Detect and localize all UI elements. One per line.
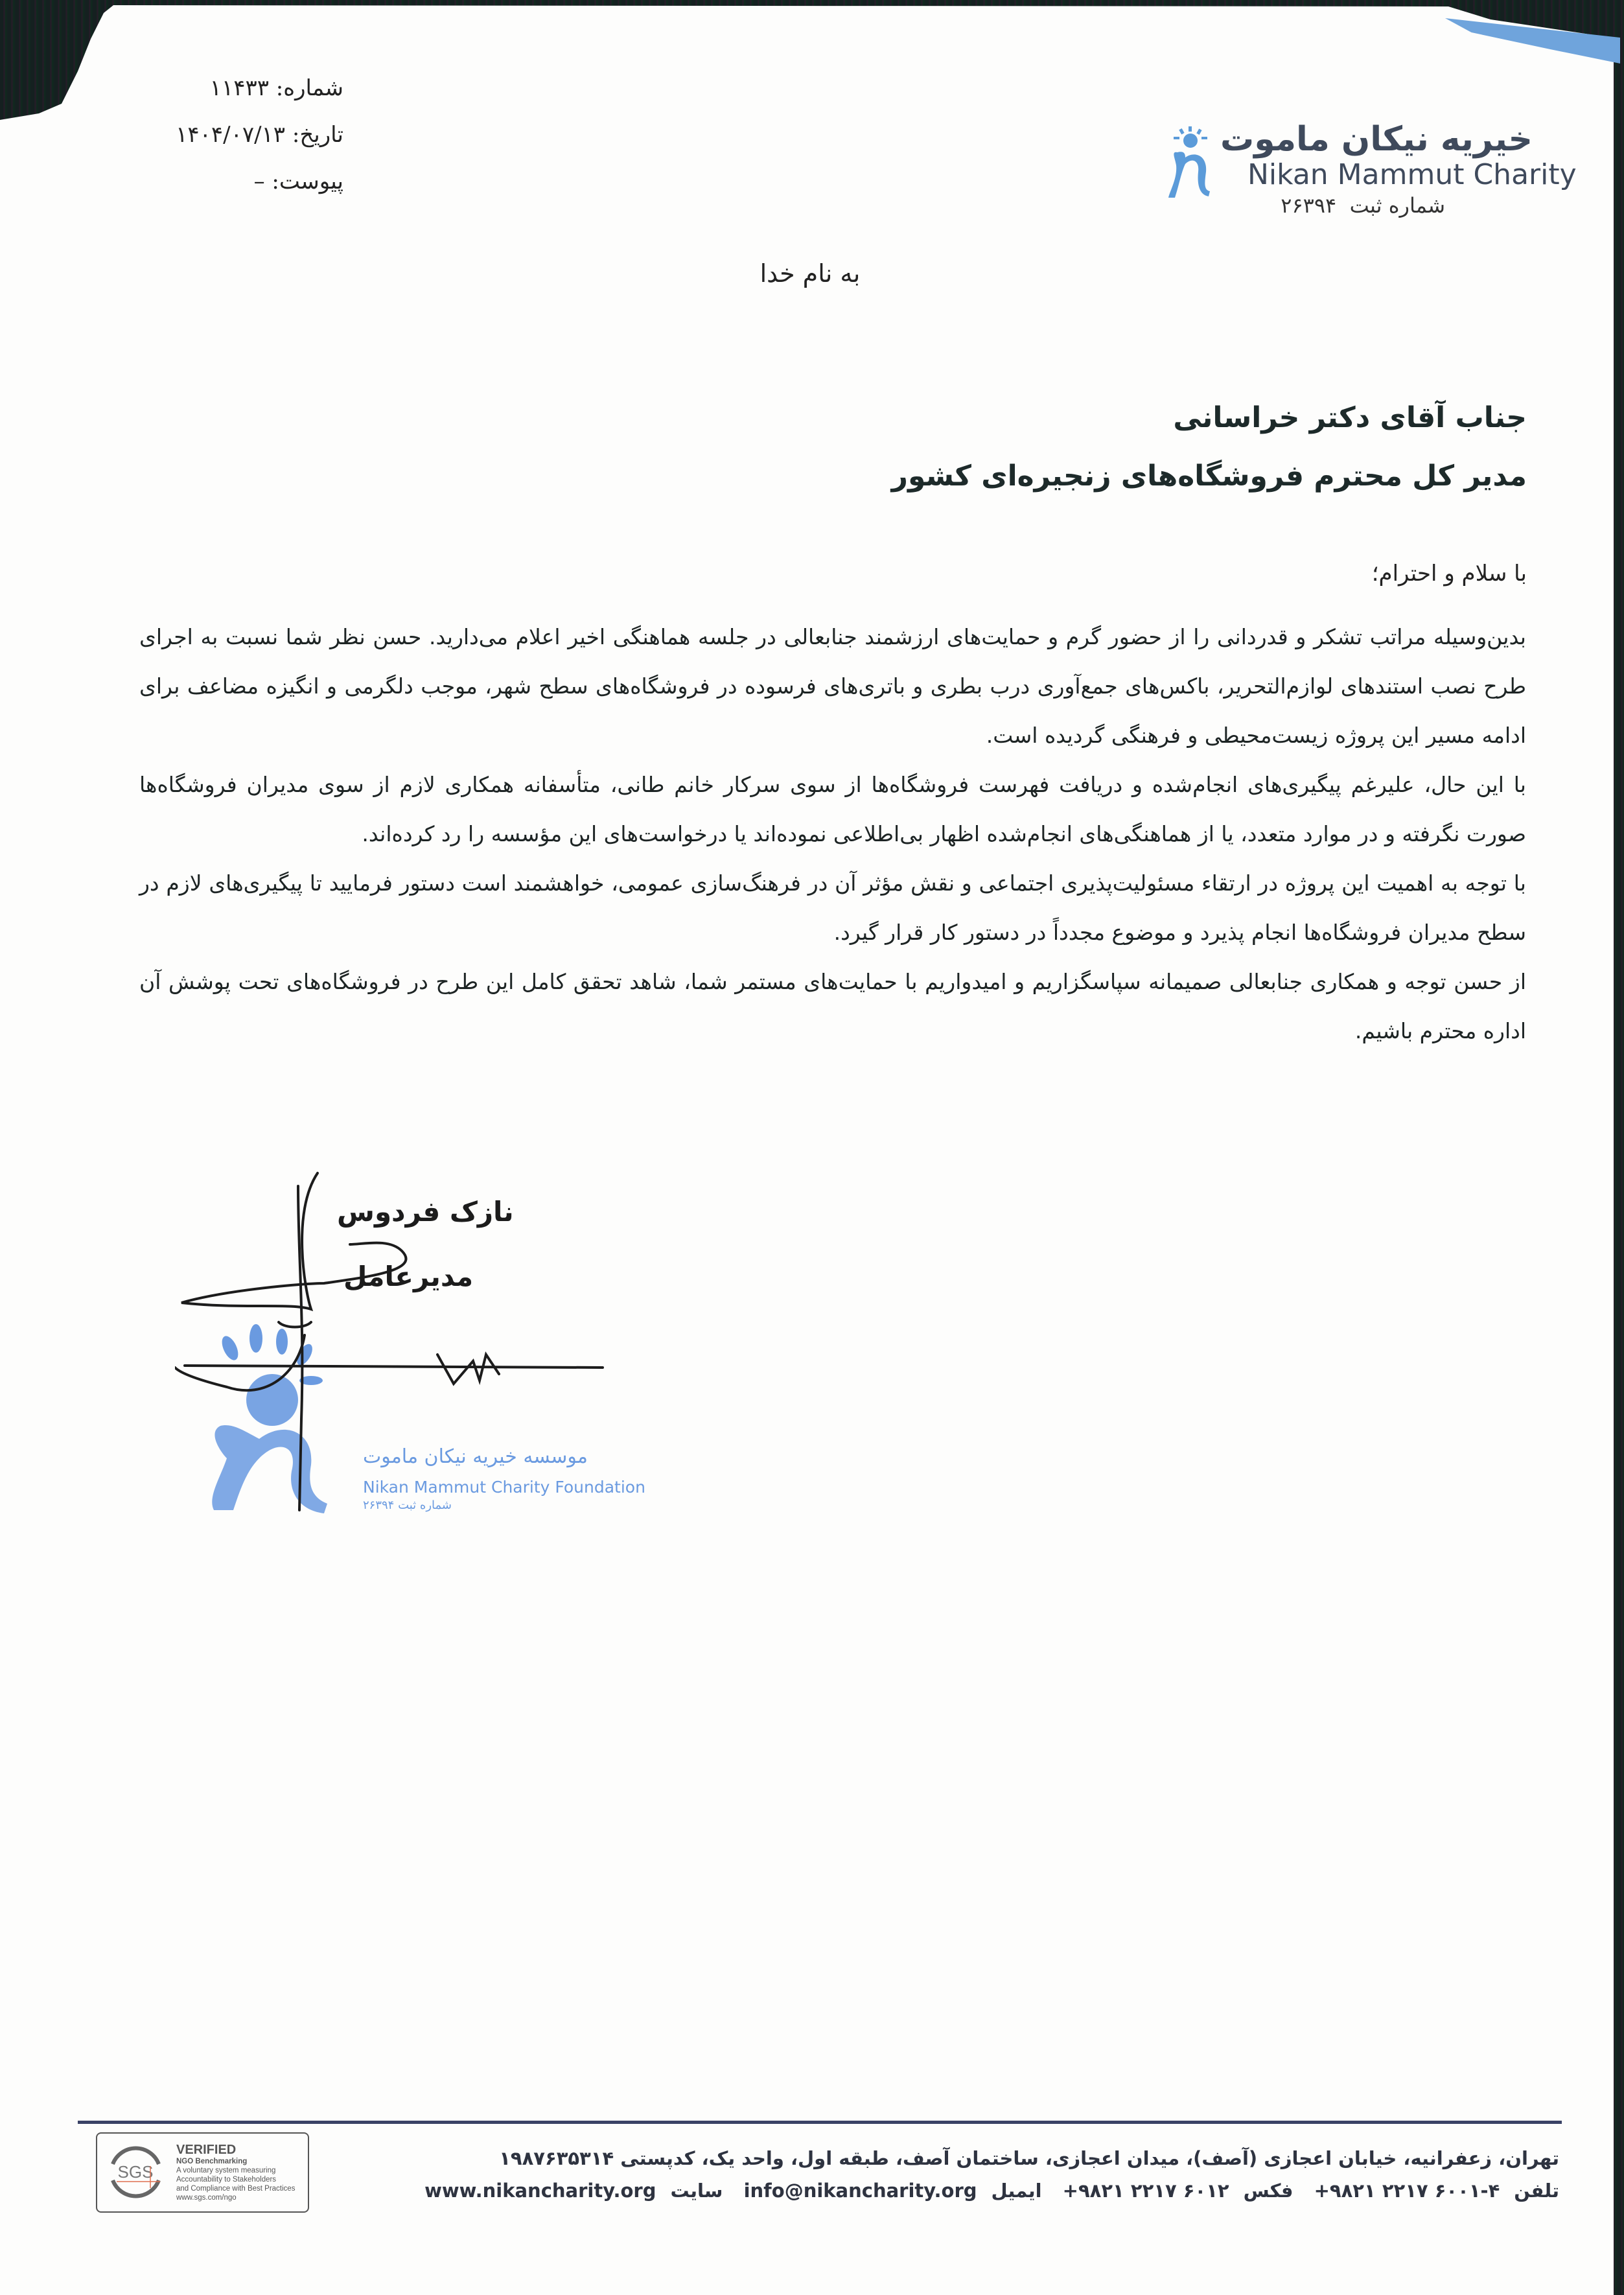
signature-block: [175, 1160, 645, 1523]
sgs-logo-icon: [105, 2141, 167, 2203]
sgs-verified-badge: SGS VERIFIED NGO Benchmarking A voluntary system measuring Accountability to Stakeholders and Compliance with Best Practices www.sgs.com/ngo: [96, 2132, 309, 2213]
email-address[interactable]: info@nikancharity.org: [743, 2180, 977, 2202]
fax-number: ۶۰۱۲ ۲۲۱۷ ۹۸۲۱+: [1062, 2180, 1229, 2202]
website-url[interactable]: www.nikancharity.org: [424, 2180, 656, 2202]
footer-divider: [78, 2121, 1562, 2124]
phone-label: تلفن: [1514, 2180, 1559, 2202]
footer-contact: [424, 2142, 1559, 2207]
body-paragraph: بدین‌وسیله مراتب تشکر و قدردانی را از حضور گرم و حمایت‌های ارزشمند جنابعالی در جلسه هماهنگی اخیر اعلام می‌دارید. حسن نظر شما نسبت به اجرای طرح نصب استندهای لوازم‌التحریر، باکس‌های جمع‌آوری درب بطری و باتری‌های فرسوده در فروشگاه‌های سطح شهر، موجب دلگرمی و انگیزه مضاعف برای ادامه مسیر این پروژه زیست‌محیطی و فرهنگی گردیده است.: [139, 624, 1526, 748]
recipient-block: [555, 389, 1527, 506]
child-sun-icon: [1163, 126, 1215, 201]
body-paragraph: با این حال، علیرغم پیگیری‌های انجام‌شده و دریافت فهرست فروشگاه‌ها از سوی سرکار خانم طانی، متأسفانه همکاری لازم از سوی مدیران فروشگاه‌ها صورت نگرفته و در موارد متعدد، یا از هماهنگی‌های انجام‌شده اظهار بی‌اطلاعی نموده‌اند یا درخواست‌های این مؤسسه را رد کرده‌اند.: [139, 772, 1526, 846]
letter-body: [139, 612, 1526, 1056]
letter-number: شماره: ۱۱۴۳۳: [209, 75, 343, 101]
salutation: با سلام و احترام؛: [1371, 561, 1527, 587]
letter-attachment: پیوست: –: [253, 169, 343, 194]
letter-meta: [162, 65, 343, 205]
footer-contacts-line: [424, 2174, 1559, 2207]
stamp-registration: شماره ثبت ۲۶۳۹۴: [363, 1498, 452, 1512]
body-paragraph: از حسن توجه و همکاری جنابعالی صمیمانه سپاسگزاریم و امیدواریم با حمایت‌های مستمر شما، شاهد تحقق کامل این طرح در فروشگاه‌های تحت پوشش آن اداره محترم باشیم.: [139, 969, 1526, 1043]
recipient-title: مدیر کل محترم فروشگاه‌های زنجیره‌ای کشور: [891, 460, 1527, 493]
site-label: سایت: [670, 2180, 723, 2202]
stamp-org-en: Nikan Mammut Charity Foundation: [363, 1478, 645, 1497]
svg-text:SGS: SGS: [117, 2162, 154, 2182]
letter-date: تاریخ: ۱۴۰۴/۰۷/۱۳: [176, 122, 343, 148]
stamp-org-fa: موسسه خیریه نیکان ماموت: [363, 1445, 588, 1468]
signatory-title: مدیرعامل: [343, 1261, 474, 1292]
signatory-name: نازک فردوس: [337, 1196, 514, 1228]
footer-address: تهران، زعفرانیه، خیابان اعجازی (آصف)، میدان اعجازی، ساختمان آصف، طبقه اول، واحد یک، کدپستی ۱۹۸۷۶۳۵۳۱۴: [499, 2147, 1559, 2169]
fax-label: فکس: [1243, 2180, 1293, 2202]
phone-number: ۴-۶۰۰۱ ۲۲۱۷ ۹۸۲۱+: [1314, 2180, 1500, 2202]
registration-number: شماره ثبت ۲۶۳۹۴: [1281, 193, 1445, 218]
email-label: ایمیل: [991, 2180, 1042, 2202]
body-paragraph: با توجه به اهمیت این پروژه در ارتقاء مسئولیت‌پذیری اجتماعی و نقش مؤثر آن در فرهنگ‌سازی عمومی، خواهشمند است دستور فرمایید تا پیگیری‌های لازم در سطح مدیران فروشگاه‌ها انجام پذیرد و موضوع مجدداً در دستور کار قرار گیرد.: [139, 870, 1526, 945]
bismillah: به نام خدا: [760, 259, 861, 288]
charity-logo: خیریه نیکان ماموت Nikan Mammut Charity شماره ثبت ۲۶۳۹۴: [1163, 120, 1552, 224]
recipient-name: جناب آقای دکتر خراسانی: [1173, 401, 1527, 434]
